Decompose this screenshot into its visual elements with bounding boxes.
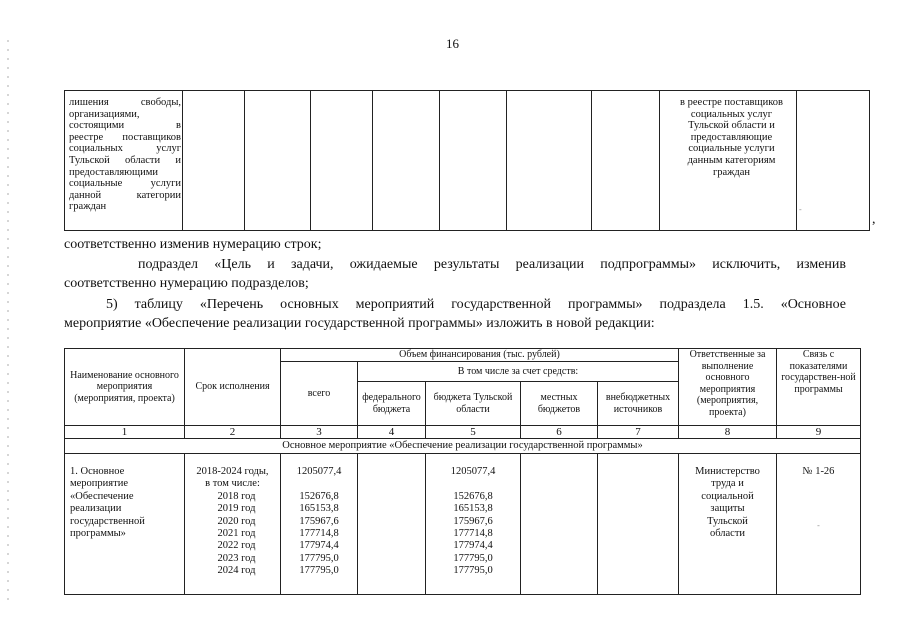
row-period-line: 2018-2024 годы,: [196, 466, 269, 477]
continued-col9-line: социальных услуг: [690, 108, 773, 120]
row-period-line: 2022 год: [217, 540, 256, 552]
row-regional-value: 175967,6: [453, 515, 493, 527]
paragraph-1: соответственно изменив нумерацию строк;: [64, 237, 322, 252]
row-name-line: мероприятие: [70, 478, 128, 490]
row-regional-value: 1205077,4: [450, 466, 496, 477]
header-link: Связь с показателями государствен-ной программы: [777, 349, 861, 426]
continued-table: [64, 90, 870, 231]
row-total: [281, 454, 358, 595]
row-link-mark: -: [817, 521, 820, 531]
paragraph-2: подраздел «Цель и задачи, ожидаемые результаты реализации подпрограммы» исключить, изменив соответственно нумерацию подразделов;: [64, 257, 846, 291]
continued-col9-line: граждан: [712, 166, 751, 178]
col-number: 8: [679, 426, 777, 439]
continued-col1-line: Тульской области и: [69, 154, 181, 166]
header-name: Наименование основного мероприятия (мероприятия, проекта): [65, 349, 185, 426]
continued-table-col10-mark: -: [799, 205, 802, 214]
row-link: [777, 454, 861, 595]
header-responsible: Ответственные за выполнение основного мероприятия (мероприятия, проекта): [679, 349, 777, 426]
row-period-line: в том числе:: [205, 478, 260, 490]
row-regional: [426, 454, 521, 595]
continued-table-col1-text: [69, 97, 181, 213]
row-link-text: № 1-26: [802, 466, 835, 477]
row-total-value: 175967,6: [299, 515, 339, 527]
row-regional-value: 177714,8: [453, 528, 493, 540]
row-total-value: 1205077,4: [296, 466, 342, 477]
continued-col9-line: данным категориям: [687, 154, 776, 166]
header-total: всего: [281, 362, 358, 426]
continued-col1-line: данной категории: [69, 189, 181, 201]
continued-col9-line: социальные услуги: [688, 143, 775, 155]
header-regional: бюджета Тульской области: [426, 382, 521, 426]
row-period-line: 2019 год: [217, 503, 256, 515]
row-responsible-line: защиты: [710, 503, 745, 515]
row-regional-value: 152676,8: [453, 490, 493, 502]
row-name-line: «Обеспечение: [70, 490, 134, 502]
header-local: местных бюджетов: [521, 382, 598, 426]
col-number: 9: [777, 426, 861, 439]
measures-table: [64, 348, 861, 595]
paragraph-3: 5) таблицу «Перечень основных мероприятий государственной программы» подраздела 1.5. «Основное мероприятие «Обеспечение реализации государственной программы» изложить в новой редакции:: [64, 297, 846, 331]
header-period: Срок исполнения: [185, 349, 281, 426]
row-responsible-line: Министерство: [695, 466, 760, 477]
scan-edge-marks: [7, 40, 9, 600]
row-responsible-line: области: [709, 528, 746, 540]
row-total-value: 152676,8: [299, 490, 339, 502]
row-period-line: 2023 год: [217, 552, 256, 564]
continued-col9-line: предоставляющие: [690, 131, 773, 143]
continued-col1-line: организациями,: [69, 108, 140, 120]
col-number: 3: [281, 426, 358, 439]
row-period-line: 2018 год: [217, 490, 256, 502]
row-period-line: 2021 год: [217, 528, 256, 540]
continued-col1-line: социальных услуг: [69, 143, 181, 155]
continued-col1-line: лишения свободы,: [69, 97, 181, 108]
row-total-value: [281, 478, 357, 490]
col-number: 2: [185, 426, 281, 439]
row-name-line: программы»: [70, 528, 126, 540]
col-number: 5: [426, 426, 521, 439]
row-period-line: 2020 год: [217, 515, 256, 527]
row-responsible-line: социальной: [701, 490, 754, 502]
row-regional-value: 165153,8: [453, 503, 493, 515]
header-including: В том числе за счет средств:: [358, 362, 679, 382]
row-name-line: реализации: [70, 503, 122, 515]
continued-col9-line: в реестре поставщиков: [680, 97, 783, 108]
row-federal: [358, 454, 426, 595]
row-name-line: 1. Основное: [70, 466, 125, 477]
row-total-value: 177714,8: [299, 528, 339, 540]
row-regional-value: [426, 478, 520, 490]
col-number: 7: [598, 426, 679, 439]
col-number: 4: [358, 426, 426, 439]
row-responsible: [679, 454, 777, 595]
row-extra: [598, 454, 679, 595]
page-number: 16: [446, 36, 459, 51]
row-regional-value: 177795,0: [453, 552, 493, 564]
row-period-line: 2024 год: [217, 565, 256, 577]
continued-col1-line: социальные услуги: [69, 178, 181, 190]
continued-col1-line: реестре поставщиков: [69, 131, 181, 143]
continued-col9-line: Тульской области и: [688, 120, 775, 132]
header-extra: внебюджетных источников: [598, 382, 679, 426]
row-responsible-line: труда и: [711, 478, 744, 490]
row-name: [65, 454, 185, 595]
col-number: 1: [65, 426, 185, 439]
row-period: [185, 454, 281, 595]
header-federal: федерального бюджета: [358, 382, 426, 426]
header-funding: Объем финансирования (тыс. рублей): [281, 349, 679, 362]
row-total-value: 177795,0: [299, 552, 339, 564]
row-name-line: государственной: [70, 515, 145, 527]
row-total-value: 165153,8: [299, 503, 339, 515]
continued-table-col9-text: [668, 97, 795, 178]
row-responsible-line: Тульской: [707, 515, 748, 527]
col-number: 6: [521, 426, 598, 439]
row-total-value: 177974,4: [299, 540, 339, 552]
row-regional-value: 177974,4: [453, 540, 493, 552]
row-local: [521, 454, 598, 595]
table-trailing-comma: ,: [872, 212, 876, 227]
continued-col1-line: состоящими в: [69, 120, 181, 132]
section-title: Основное мероприятие «Обеспечение реализации государственной программы»: [65, 439, 861, 454]
continued-col1-line: граждан: [69, 201, 107, 213]
continued-col1-line: предоставляющими: [69, 166, 158, 178]
row-total-value: 177795,0: [299, 565, 339, 577]
row-regional-value: 177795,0: [453, 565, 493, 577]
